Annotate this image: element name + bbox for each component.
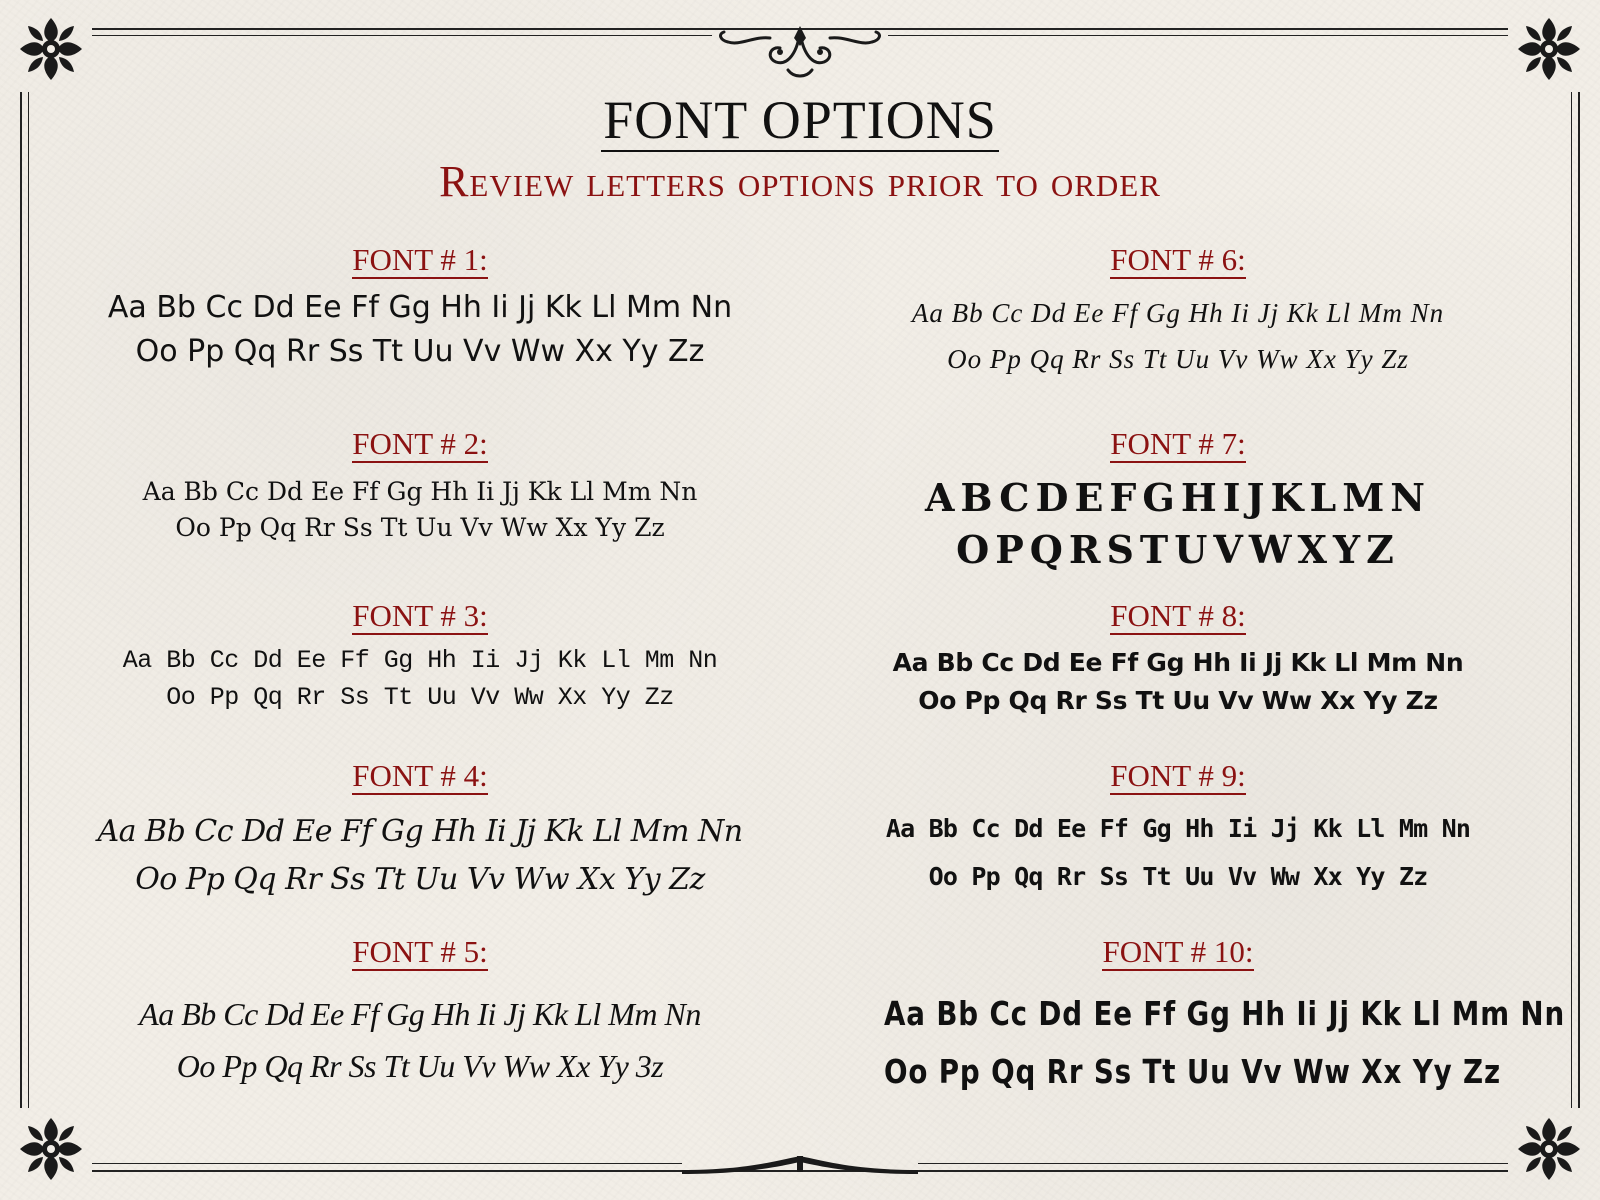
font-8-label [828,598,1528,634]
font-3-sample-line2: Oo Pp Qq Rr Ss Tt Uu Vv Ww Xx Yy Zz [166,683,674,712]
font-2-sample-line2: Oo Pp Qq Rr Ss Tt Uu Vv Ww Xx Yy Zz [175,513,665,542]
font-9-label-text: FONT # 9: [1110,758,1246,793]
font-1-sample-line2: Oo Pp Qq Rr Ss Tt Uu Vv Ww Xx Yy Zz [135,334,705,369]
font-5-label [70,934,770,970]
font-6-sample-line2: Oo Pp Qq Rr Ss Tt Uu Vv Ww Xx Yy Zz [947,344,1409,374]
font-8-label-text: FONT # 8: [1110,598,1246,633]
font-1-label [70,242,770,278]
frame-bottom-inner-left [92,1163,682,1164]
font-2-label-text: FONT # 2: [352,426,488,461]
frame-bottom-inner-right [918,1163,1508,1164]
font-7-sample-line2: OPQRSTUVWXYZ [956,527,1400,572]
font-1-sample-line1: Aa Bb Cc Dd Ee Ff Gg Hh Ii Jj Kk Ll Mm Nn [107,290,733,325]
font-5-sample-line1: Aa Bb Cc Dd Ee Ff Gg Hh Ii Jj Kk Ll Mm Nn [139,996,701,1032]
font-1-label-text: FONT # 1: [352,242,488,277]
font-4-sample-line1: Aa Bb Cc Dd Ee Ff Gg Hh Ii Jj Kk Ll Mm Nn [97,814,743,849]
scroll-flourish-icon [682,1152,918,1176]
font-7-label [828,426,1528,462]
font-4-sample-line2: Oo Pp Qq Rr Ss Tt Uu Vv Ww Xx Yy Zz [135,862,705,897]
font-5-label-text: FONT # 5: [352,934,488,969]
font-3-label [70,598,770,634]
font-9-sample-line2: Oo Pp Qq Rr Ss Tt Uu Vv Ww Xx Yy Zz [928,862,1428,891]
page-subtitle: Review letters options prior to order [439,157,1161,206]
frame-top-inner-left [92,35,712,36]
font-2-label [70,426,770,462]
font-7-sample-line1: ABCDEFGHIJKLMN [924,475,1432,520]
corner-ornament-icon [1514,14,1584,84]
frame-top-inner-right [888,35,1508,36]
font-3-label-text: FONT # 3: [352,598,488,633]
corner-ornament-icon [1514,1114,1584,1184]
font-8-sample-line1: Aa Bb Cc Dd Ee Ff Gg Hh Ii Jj Kk Ll Mm Nn [892,648,1464,677]
font-10-sample-line2: Oo Pp Qq Rr Ss Tt Uu Vv Ww Xx Yy Zz [884,1052,1501,1091]
font-2-sample-line1: Aa Bb Cc Dd Ee Ff Gg Hh Ii Jj Kk Ll Mm Nn [142,477,698,506]
frame-right-inner [1571,92,1572,1108]
font-4-label-text: FONT # 4: [352,758,488,793]
font-9-label [828,758,1528,794]
font-6-label-text: FONT # 6: [1110,242,1246,277]
font-4-label [70,758,770,794]
page-title [0,88,1600,152]
frame-left-outer [20,92,22,1108]
font-6-sample-line1: Aa Bb Cc Dd Ee Ff Gg Hh Ii Jj Kk Ll Mm Nn [911,298,1445,328]
scroll-flourish-icon [710,22,890,84]
font-5-sample-line2: Oo Pp Qq Rr Ss Tt Uu Vv Ww Xx Yy 3z [176,1048,664,1084]
font-10-label [828,934,1528,970]
frame-right-outer [1578,92,1580,1108]
corner-ornament-icon [16,1114,86,1184]
font-7-label-text: FONT # 7: [1110,426,1246,461]
page-title-text: FONT OPTIONS [603,90,997,150]
font-9-sample-line1: Aa Bb Cc Dd Ee Ff Gg Hh Ii Jj Kk Ll Mm Nn [885,814,1471,843]
corner-ornament-icon [16,14,86,84]
font-10-sample-line1: Aa Bb Cc Dd Ee Ff Gg Hh Ii Jj Kk Ll Mm Nn [884,994,1566,1033]
font-3-sample-line1: Aa Bb Cc Dd Ee Ff Gg Hh Ii Jj Kk Ll Mm Nn [122,646,718,675]
font-10-label-text: FONT # 10: [1102,934,1254,969]
frame-left-inner [28,92,29,1108]
font-6-label [828,242,1528,278]
font-8-sample-line2: Oo Pp Qq Rr Ss Tt Uu Vv Ww Xx Yy Zz [918,686,1438,715]
